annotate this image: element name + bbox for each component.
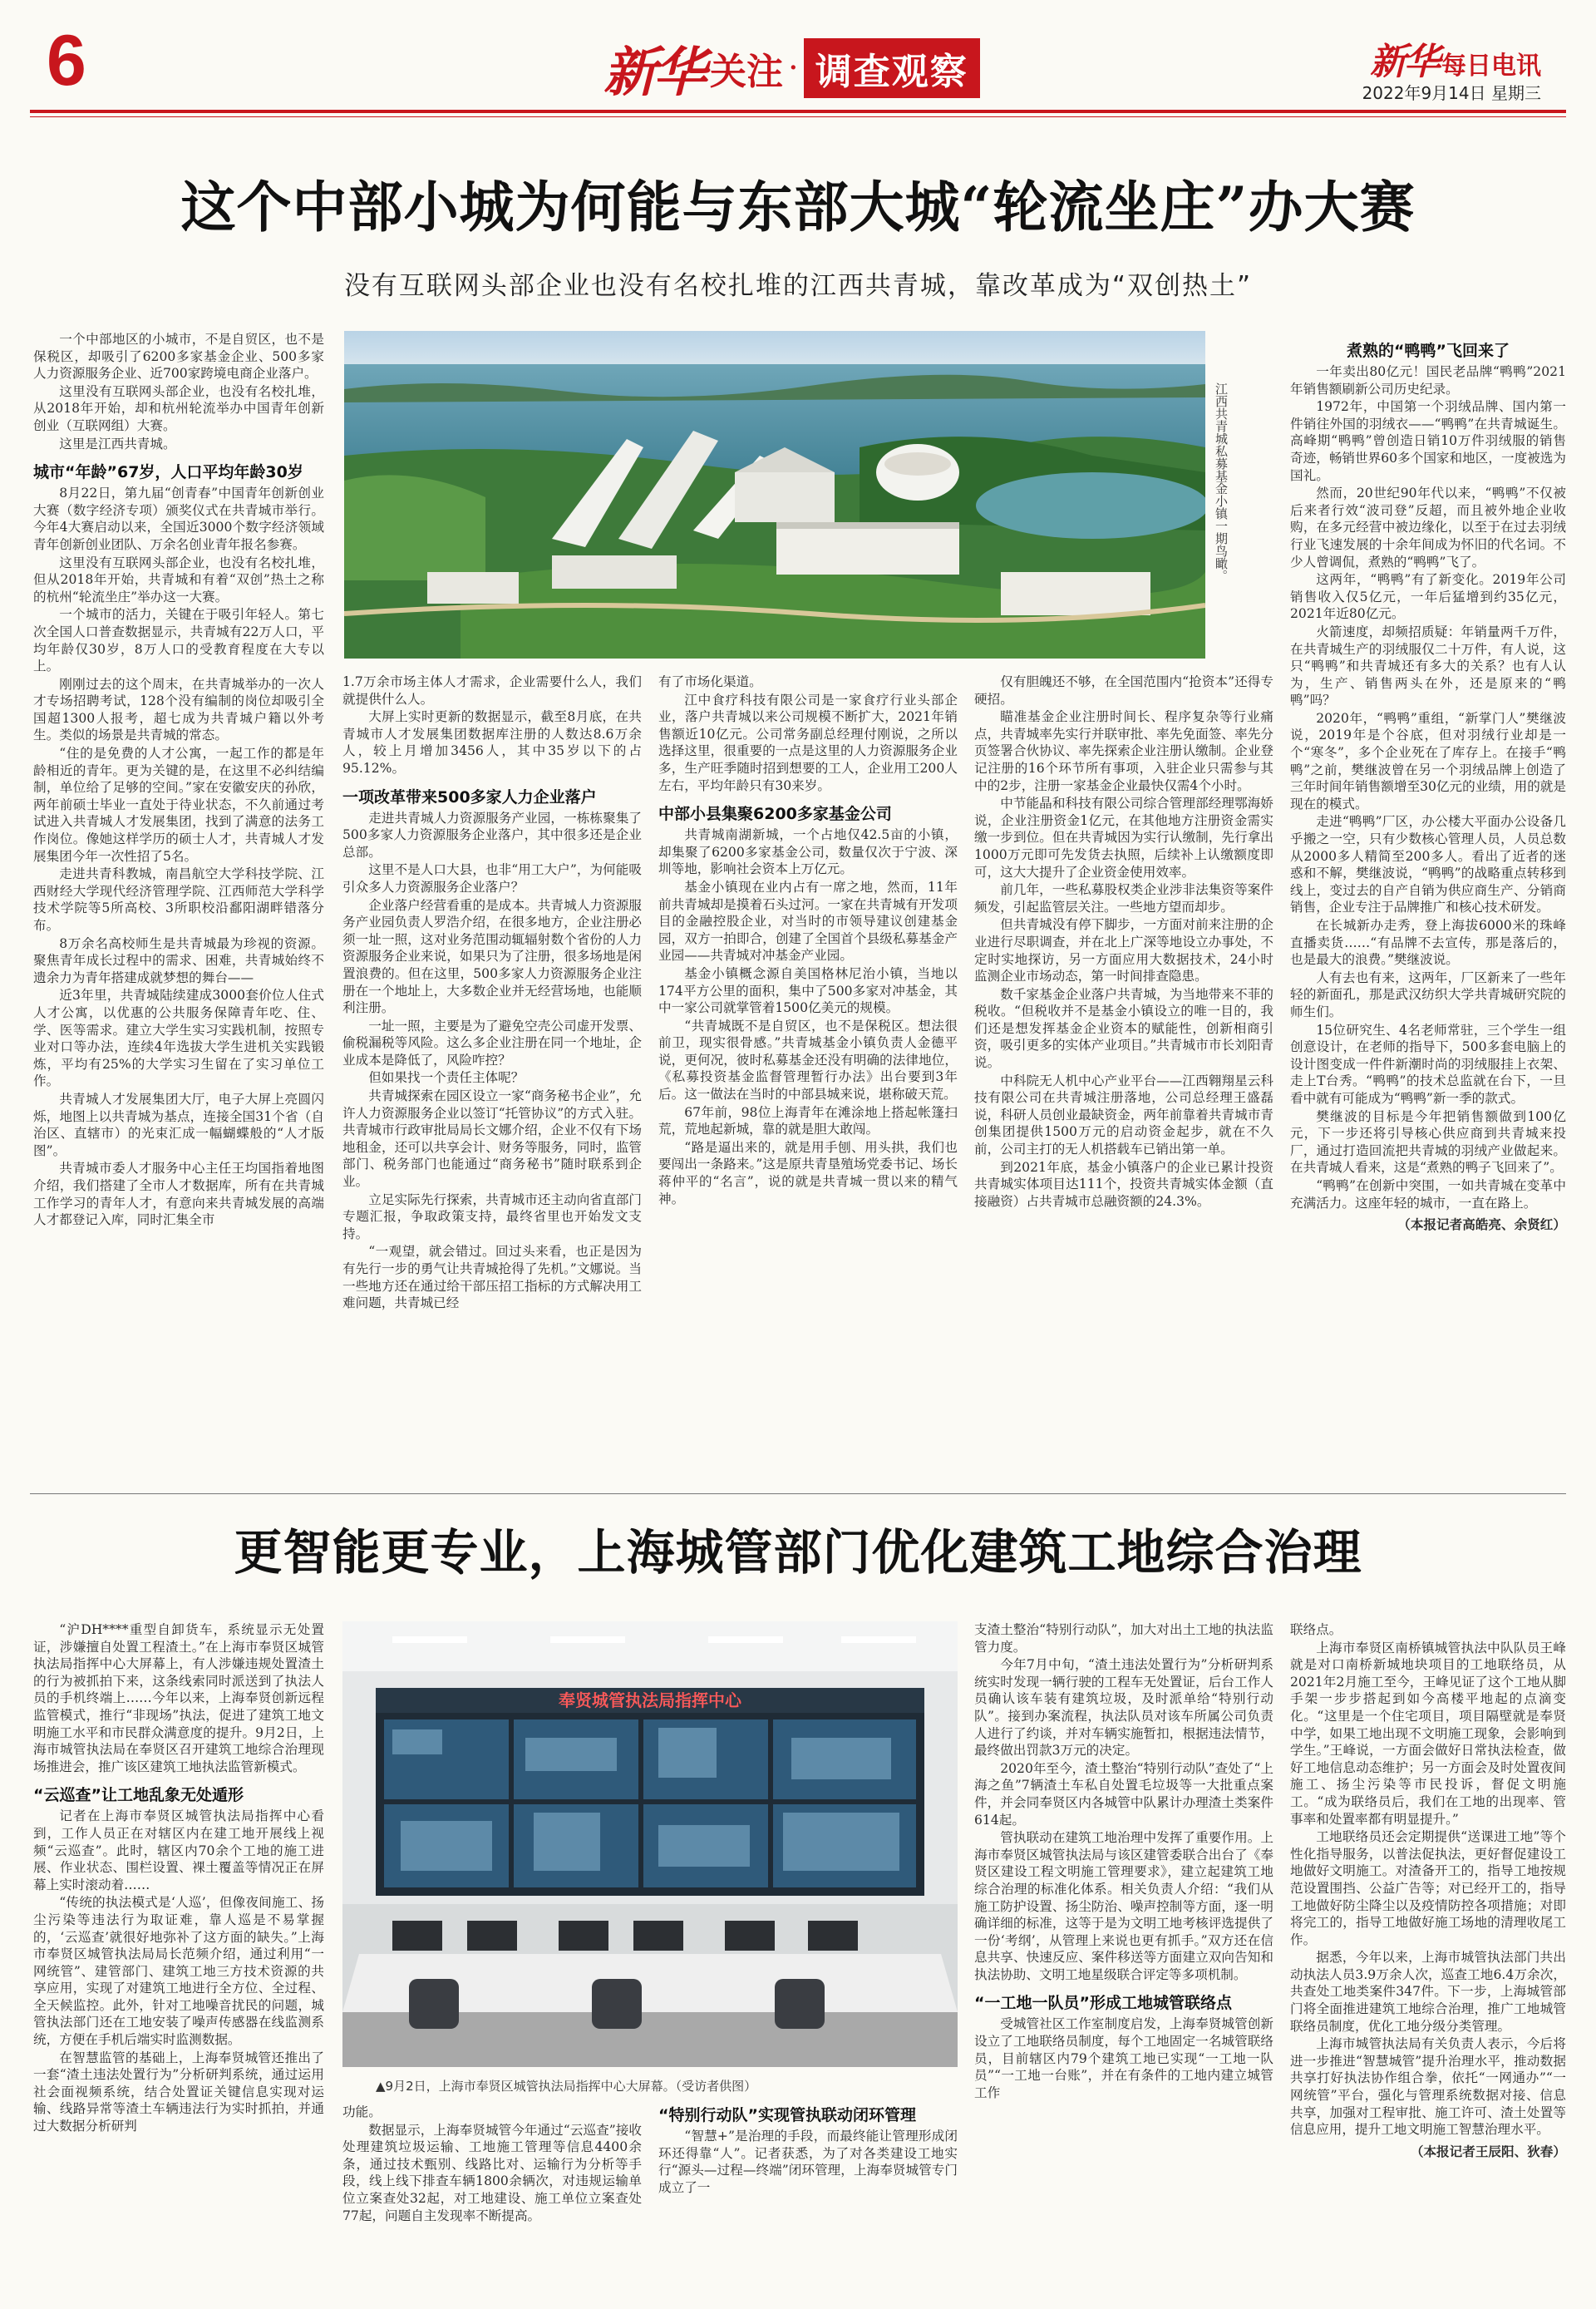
story1-col2 [342, 673, 642, 1488]
paragraph: 一址一照，主要是为了避免空壳公司虚开发票、偷税漏税等风险。这么多企业注册在同一个地址，企业成本是降低了，风险咋控？ [342, 1018, 642, 1068]
paragraph: 但如果找一个责任主体呢？ [368, 1070, 525, 1086]
paragraph: 上海市奉贤区南桥镇城管执法中队队员王峰就是对口南桥新城地块项目的工地联络员，从2021年2月施工至今，王峰见证了这个工地从脚手架一步步搭起到如今高楼平地起的点滴变化。“这里是一个住宅项目，项目隔壁就是奉贤中学，如果工地出现不文明施工现象，会影响到学生。”王峰说，一方面会做好日常执法检查，做好工地信息动态维护；另一方面会及时处置夜间施工、扬尘污染等市民投诉，督促文明施工。“成为联络员后，我们在工地的出现率、管事率和处置率都有明显提升。” [1290, 1640, 1566, 1827]
story1-col5 [1290, 331, 1566, 1488]
paragraph: 共青城市委人才服务中心主任王均国指着地图介绍，我们搭建了全市人才数据库，所有在共青城工作学习的青年人才，有意向来共青城发展的高端人才都登记入库，同时汇集全市 [33, 1161, 324, 1228]
paragraph: 受城管社区工作室制度启发，上海奉贤城管创新设立了工地联络员制度，每个工地固定一名城管联络员，目前辖区内79个建筑工地已实现“一工地一队员”“一工地一台账”，并在有条件的工地内建立城管工作 [974, 2016, 1273, 2100]
story2-subhead-task-force: “特别行动队”实现管执联动闭环管理 [658, 2106, 916, 2124]
paragraph: 2020年，“鸭鸭”重组，“新掌门人”樊继波说，2019年是个谷底，但对羽绒行业却是一个“寒冬”，多个企业死在了库存上。在接手“鸭鸭”之前，樊继波曾在另一个羽绒品牌上创造了三年时间年销售额增至30亿元的业绩，用的就是现在的模式。 [1290, 710, 1566, 812]
paragraph: 8万余名高校师生是共青城最为珍视的资源。聚焦青年成长过程中的需求、困难，共青城始终不遗余力为青年搭建成就梦想的舞台—— [33, 935, 324, 985]
paragraph: 刚刚过去的这个周末，在共青城举办的一次人才专场招聘考试，128个没有编制的岗位却吸引全国超1300人报考，超七成为共青城户籍以外考生。类似的场景是共青城的常态。 [33, 676, 324, 743]
paragraph: 火箭速度，却频招质疑：年销量两千万件，在共青城生产的羽绒服仅二十万件，有人说，这只“鸭鸭”和共青城还有多大的关系？也有人认为，生产、销售两头在外，还是原来的“鸭鸭”吗？ [1290, 624, 1566, 708]
paragraph: 一年卖出80亿元！国民老品牌“鸭鸭”2021年销售额刷新公司历史纪录。 [1290, 364, 1566, 397]
paragraph: 今年7月中旬，“渣土违法处置行为”分析研判系统实时发现一辆行驶的工程车无处置证，后台工作人员确认该车装有建筑垃圾，及时派单给“特别行动队”。接到办案流程，执法队员对该车所属公司负责人进行了约谈，并对车辆实施暂扣，根据违法情节，最终做出罚款3万元的决定。 [974, 1657, 1273, 1759]
column-name-box: 调查观察 [804, 38, 980, 98]
paragraph: 一个城市的活力，关键在于吸引年轻人。第七次全国人口普查数据显示，共青城有22万人口，平均年龄仅30岁，8万人口的受教育程度在大专以上。 [33, 607, 324, 674]
paragraph: 8月22日，第九届“创青春”中国青年创新创业大赛（数字经济专项）颁奖仪式在共青城市举行。今年4大赛启动以来，全国近3000个数字经济领域青年创新创业团队、万余名创业青年报名参赛。 [33, 486, 324, 552]
paragraph: 1.7万余市场主体人才需求，企业需要什么人，我们就提供什么人。 [342, 674, 642, 707]
paragraph: 樊继波的目标是今年把销售额做到100亿元，下一步还将引导核心供应商到共青城来投厂，通过打造回流把共青城的羽绒产业做起来。在共青城人看来，这是“煮熟的鸭子飞回来了”。 [1290, 1108, 1566, 1176]
paragraph: 到2021年底，基金小镇落户的企业已累计投资共青城实体项目达111个，投资共青城实体金额（直接融资）占共青城市总融资额的24.3%。 [974, 1159, 1273, 1209]
paragraph: 人有去也有来，这两年，厂区新来了一些年轻的新面孔，那是武汉纺织大学共青城研究院的师生们。 [1290, 969, 1566, 1019]
page-number: 6 [47, 21, 86, 101]
paragraph: 共青城南湖新城，一个占地仅42.5亩的小镇，却集聚了6200多家基金公司，数量仅次于宁波、深圳等地，影响社会资本上万亿元。 [658, 827, 958, 877]
paragraph: 仅有胆魄还不够，在全国范围内“抢资本”还得专硬招。 [974, 674, 1273, 707]
story2-col1 [33, 1621, 324, 2278]
paragraph: 这里不是人口大县，也非“用工大户”，为何能吸引众多人力资源服务企业落户？ [342, 862, 642, 895]
paragraph: 这里没有互联网头部企业，也没有名校扎堆，但从2018年开始，共青城和有着“双创”热土之称的杭州“轮流坐庄”举办这一大赛。 [33, 555, 324, 604]
paragraph: “沪DH****重型自卸货车，系统显示无处置证，涉嫌擅自处置工程渣土。”在上海市奉贤区城管执法局指挥中心大屏幕上，有人涉嫌违规处置渣土的行为被抓拍下来，这条线索同时派送到了执法人员的手机终端上……今年以来，上海奉贤创新远程监管模式，推行“非现场”执法，促进了建筑工地文明施工水平和市民群众满意度的提升。9月2日，上海市城管执法局在奉贤区召开建筑工地综合治理现场推进会，推广该区建筑工地执法监管新模式。 [33, 1622, 324, 1774]
column-brand [603, 30, 980, 106]
paragraph: 上海市城管执法局有关负责人表示，今后将进一步推进“智慧城管”提升治理水平，推动数据共享打好执法协作组合拳，依托“一网通办”“一网统管”平台，强化与管理系统数据对接、信息共享，加强对工程审批、施工许可、渣土处置等信息应用，提升工地文明施工智慧治理水平。 [1290, 2036, 1566, 2138]
story2-col3 [658, 2104, 958, 2278]
issue-date: 2022年9月14日 星期三 [1362, 83, 1541, 103]
story2-photo [342, 1621, 958, 2067]
paragraph: 企业落户经营看重的是成本。共青城人力资源服务产业园负责人罗浩介绍，在很多地方，企业注册必须一址一照，这对业务范围动辄辐射数个省份的人力资源服务企业来说，如果只为了注册，很多场地是闲置浪费的。但在这里，500多家人力资源服务企业注册在一个地址上，大多数企业并无经营场地，也能顺利注册。 [342, 897, 642, 1016]
screen-title: 奉贤城管执法局指挥中心 [559, 1690, 741, 1710]
paragraph: 这里是江西共青城。 [59, 436, 176, 451]
story1-col3 [658, 673, 958, 1488]
paragraph: 1972年，中国第一个羽绒品牌、国内第一件销往外国的羽绒衣——“鸭鸭”在共青城诞生。高峰期“鸭鸭”曾创造日销10万件羽绒服的销售奇迹，畅销世界60多个国家和地区，一度被选为国礼。 [1290, 399, 1566, 483]
story2-photo-caption: ▲9月2日，上海市奉贤区城管执法局指挥中心大屏幕。（受访者供图） [376, 2079, 757, 2094]
story1-subheadline: 没有互联网头部企业也没有名校扎堆的江西共青城，靠改革成为“双创热土” [343, 271, 1253, 301]
paragraph: 基金小镇现在业内占有一席之地，然而，11年前共青城却是摸着石头过河。一家在共青城有开发项目的金融控股企业，对当时的市领导建议创建基金园，双方一拍即合，创建了全国首个县级私募基金产业园——共青城对冲基金产业园。 [658, 879, 958, 964]
paragraph: 在长城新办走秀，登上海拔6000米的珠峰直播卖货……“有品牌不去宣传，那是落后的，也是最大的浪费。”樊继波说。 [1290, 918, 1566, 968]
paragraph: 这里没有互联网头部企业，也没有名校扎堆，从2018年开始，却和杭州轮流举办中国青年创新创业（互联网组）大赛。 [33, 383, 324, 433]
paragraph: 走进“鸭鸭”厂区，办公楼大平面办公设备几乎搬之一空，只有少数核心管理人员，人员总数从2000多人精简至200多人。看出了近者的迷惑和不解，樊继波说，“鸭鸭”的战略重点转移到线上，变过去的自产自销为供应商生产、分销商销售，企业专注于品牌推广和核心技术研发。 [1290, 814, 1566, 915]
paragraph: 但共青城没有停下脚步，一方面对前来注册的企业进行尽职调查，并在北上广深等地设立办事处，不定时实地探访，另一方面应用大数据技术，24小时监测企业市场动态，第一时间排查隐患。 [974, 917, 1273, 984]
brand-logo-script: 新华 [603, 42, 703, 104]
story1-col4 [974, 673, 1273, 1488]
paragraph: “住的是免费的人才公寓，一起工作的都是年龄相近的青年。更为关键的是，在这里不必纠结编制，单位给了足够的空间。”家在安徽安庆的孙欣，两年前硕士毕业一直处于待业状态，不久前通过考试进入共青城人才发展集团，找到了满意的法务工作岗位。像她这样学历的硕士人才，共青城人才发展集团今年一次性招了5名。 [33, 746, 324, 864]
brand-dot: · [788, 49, 799, 87]
paragraph: “共青城既不是自贸区，也不是保税区。想法很前卫，现实很骨感。”共青城基金小镇负责人金德平说，更何况，彼时私募基金还没有明确的法律地位，《私募投资基金监督管理暂行办法》出台要到3年后。这一做法在当时的中部县城来说，堪称破天荒。 [658, 1018, 958, 1103]
paragraph: “路是逼出来的，就是用手刨、用头拱，我们也要闯出一条路来。”这是原共青垦殖场党委书记、场长蒋仲平的“名言”，说的就是共青城一贯以来的精气神。 [658, 1139, 958, 1206]
story2-col4 [974, 1621, 1273, 2278]
paragraph: 然而，20世纪90年代以来，“鸭鸭”不仅被后来者行效“波司登”反超，而且被外地企业收购，在多元经营中被边缘化，以至于在过去羽绒行业飞速发展的十余年间成为怀旧的代名词。不少人曾调侃，煮熟的“鸭鸭”飞了。 [1290, 486, 1566, 570]
paragraph: 支渣土整治“特别行动队”，加大对出土工地的执法监管力度。 [974, 1622, 1273, 1655]
paragraph: “传统的执法模式是‘人巡’，但像夜间施工、扬尘污染等违法行为取证难，靠人巡是不易掌握的，‘云巡查’就很好地弥补了这方面的缺失。”上海市奉贤区城管执法局局长范频介绍，通过利用“一网统管”、建管部门、建筑工地三方技术资源的共享应用，实现了对建筑工地进行全方位、全过程、全天候监控。此外，针对工地噪音扰民的问题，城管执法部门还在工地安装了噪声传感器在线监测系统，方便在手机后端实时监测数据。 [33, 1895, 324, 2048]
paragraph: 共青城探索在园区设立一家“商务秘书企业”，允许人力资源服务企业以签订“托管协议”的方式入驻。共青城市行政审批局局长文娜介绍，企业不仅有下场地租金，还可以共享会计、财务等服务，同时，监管部门、税务部门也能通过“商务秘书”随时联系到企业。 [342, 1088, 642, 1190]
story1-photo-caption: 江西共青城私募基金小镇一期鸟瞰。 [1214, 382, 1229, 582]
paragraph: 有了市场化渠道。 [658, 674, 762, 689]
story1-subhead-fund: 中部小县集聚6200多家基金公司 [658, 805, 892, 824]
story2-byline: （本报记者王辰阳、狄春） [1410, 2143, 1566, 2159]
paragraph: 中科院无人机中心产业平台——江西翱翔星云科技有限公司在共青城注册落地，公司总经理王盛磊说，科研人员创业最缺资金，两年前靠着共青城市青创集团提供1500万元的启动资金起步，就在不久前，公司主打的无人机搭载车已销出第一单。 [974, 1073, 1273, 1157]
paragraph: 据悉，今年以来，上海市城管执法部门共出动执法人员3.9万余人次，巡查工地6.4万余次，共查处工地类案件347件。下一步，上海城管部门将全面推进建筑工地综合治理，推广工地城管联络员制度，优化工地分级分类管理。 [1290, 1950, 1566, 2034]
paragraph: 数据显示，上海奉贤城管今年通过“云巡查”接收处理建筑垃圾运输、工地施工管理等信息4400余条，通过技术甄别、线路比对、运输行为分析等手段，线上线下排查车辆1800余辆次，对违规运输单位立案查处32起，对工地建设、施工单位立案查处77起，问题自主发现率不断提高。 [342, 2122, 642, 2223]
paragraph: 走进共青城人力资源服务产业园，一栋栋聚集了500多家人力资源服务企业落户，其中很多还是企业总部。 [342, 810, 642, 860]
paragraph: 一个中部地区的小城市，不是自贸区，也不是保税区，却吸引了6200多家基金企业、500多家人力资源服务企业、近700家跨境电商企业落户。 [33, 332, 324, 382]
paragraph: 记者在上海市奉贤区城管执法局指挥中心看到，工作人员正在对辖区内在建工地开展线上视频“云巡查”。此时，辖区内70余个工地的施工进展、作业状态、围栏设置、裸土覆盖等情况正在屏幕上实时滚动着…… [33, 1808, 324, 1892]
masthead-rule [30, 110, 1566, 113]
paragraph: “一观望，就会错过。回过头来看，也正是因为有先行一步的勇气让共青城抢得了先机。”文娜说。当一些地方还在通过给干部压招工指标的方式解决用工难问题，共青城已经 [342, 1244, 642, 1311]
paragraph: 近3年里，共青城陆续建成3000套价位人住式人才公寓，以优惠的公共服务保障青年吃、住、学、医等需求。建立大学生实习实践机制，按照专业对口等办法，连续4年选拔大学生进机关实践锻炼，平均有25%的大学实习生留在了实习单位工作。 [33, 988, 324, 1089]
paragraph: 15位研究生、4名老师常驻，三个学生一组创意设计，在老师的指导下，500多套电脑上的设计图变成一件件新潮时尚的羽绒服挂上衣架、走上T台秀。“鸭鸭”的技术总监就在台下，一旦看中就有可能成为“鸭鸭”新一季的款式。 [1290, 1022, 1566, 1106]
paragraph: 立足实际先行探索，共青城市还主动向省直部门专题汇报，争取政策支持，最终省里也开始发文支持。 [342, 1192, 642, 1241]
paragraph: 2020年至今，渣土整治“特别行动队”查处了“上海之鱼”7辆渣土车私自处置毛垃圾等一大批重点案件，并会同奉贤区内各城管中队累计办理渣土类案件614起。 [974, 1760, 1273, 1828]
paragraph: 功能。 [342, 2104, 382, 2119]
story-divider [30, 1493, 1566, 1494]
aerial-town-illustration [344, 331, 1205, 659]
paragraph: 前几年，一些私募股权类企业涉非法集资等案件频发，引起监管层关注。一些地方望而却步。 [974, 882, 1273, 915]
story1-headline: 这个中部小城为何能与东部大城“轮流坐庄”办大赛 [180, 175, 1416, 239]
brand-word: 关注 [710, 51, 783, 93]
story2-subhead-liaison: “一工地一队员”形成工地城管联络点 [974, 1994, 1232, 2013]
story2-col2 [342, 2104, 642, 2278]
paragraph: 工地联络员还会定期提供“送课进工地”等个性化指导服务，以普法促执法，更好督促建设工地做好文明施工。对渣备开工的，指导工地按规范设置围挡、公益广告等；对已经开工的，指导工地做好防尘降尘以及疫情防控各项措施；对即将完工的，指导工地做好施工场地的清理收尾工作。 [1290, 1829, 1566, 1947]
story1-subhead-age: 城市“年龄”67岁，人口平均年龄30岁 [33, 463, 303, 482]
story2-subhead-cloud: “云巡查”让工地乱象无处遁形 [33, 1786, 244, 1805]
story1-photo [344, 331, 1205, 659]
paragraph: 江中食疗科技有限公司是一家食疗行业头部企业，落户共青城以来公司规模不断扩大，2021年销售额近10亿元。公司常务副总经理付刚说，之所以选择这里，很重要的一点是这里的人力资源服务企业多，生产旺季随时招到想要的工人，企业用工200人左右，平均年龄只有30来岁。 [658, 692, 958, 793]
story1-subhead-duck: 煮熟的“鸭鸭”飞回来了 [1347, 342, 1510, 360]
story1-byline: （本报记者高皓亮、余贤红） [1397, 1216, 1566, 1233]
paragraph: 67年前，98位上海青年在滩涂地上搭起帐篷扫荒，荒地起新城，靠的就是胆大敢闯。 [658, 1104, 958, 1137]
paragraph: 走进共青科教城，南昌航空大学科技学院、江西财经大学现代经济管理学院、江西师范大学科学技术学院等5所高校、3所职校沿鄱阳湖畔错落分布。 [33, 866, 324, 933]
paragraph: 管执联动在建筑工地治理中发挥了重要作用。上海市奉贤区城管执法局与该区建管委联合出台了《奉贤区建设工程文明施工管理要求》，建立起建筑工地综合治理的标准化体系。相关负责人介绍：“我们从施工防护设置、扬尘防治、噪声控制等方面，逐一明确详细的标准，这等于是为文明工地考核评选提供了一份‘考纲’，从管理上来说也更有抓手。”双方还在信息共享、快速反应、案件移送等方面建立双向告知和执法协助、文明工地星级联合评定等多项机制。 [974, 1830, 1273, 1982]
paragraph: 瞄准基金企业注册时间长、程序复杂等行业痛点，共青城率先实行并联审批、率先免面签、率先分页签署合伙协议、率先探索企业注册认缴制。企业登记注册的16个环节所有事项，入驻企业只需参与其中的2步，注册一家基金企业最快仅需4个小时。 [974, 709, 1273, 793]
paper-name [1370, 32, 1541, 85]
paper-logo-script: 新华 [1370, 41, 1438, 83]
paragraph: 共青城人才发展集团大厅，电子大屏上亮圆闪烁，地图上以共青城为基点，连接全国31个省（自治区、直辖市）的光束汇成一幅蝴蝶般的“人才版图”。 [33, 1091, 324, 1158]
paragraph: 基金小镇概念源自美国格林尼治小镇，当地以174平方公里的面积，集中了500多家对冲基金，其中一家公司就掌管着1500亿美元的规模。 [658, 965, 958, 1016]
story2-col5 [1290, 1621, 1566, 2287]
paragraph: 数千家基金企业落户共青城，为当地带来不菲的税收。“但税收并不是基金小镇设立的唯一目的，我们还是想发挥基金企业资本的赋能性，创新相商引资，吸引更多的实体产业项目。”共青城市市长刘阳青说。 [974, 986, 1273, 1071]
paper-word: 每日电讯 [1441, 52, 1541, 81]
paragraph: “智慧+”是治理的手段，而最终能让管理形成闭环还得靠“人”。记者获悉，为了对各类建设工地实行“源头—过程—终端”闭环管理，上海奉贤城管专门成立了一 [658, 2129, 958, 2195]
paragraph: 中节能晶和科技有限公司综合管理部经理鄂海娇说，企业注册资金1亿元，在其他地方注册资金需实缴一步到位。但在共青城因为实行认缴制，先行拿出1000万元即可先发货去执照，后续补上认缴额度即可，这大大提升了企业资金使用效率。 [974, 796, 1273, 880]
paragraph: 联络点。 [1290, 1622, 1342, 1637]
paragraph: 大屏上实时更新的数据显示，截至8月底，在共青城市人才发展集团数据库注册的人数达8.6万余人，较上月增加3456人，其中35岁以下的占95.12%。 [342, 709, 642, 776]
masthead [30, 23, 1566, 110]
story1-col1 [33, 331, 324, 1487]
masthead-rule-thin [30, 116, 1566, 117]
story1-subhead-hr: 一项改革带来500多家人力企业落户 [342, 787, 597, 807]
paragraph: 这两年，“鸭鸭”有了新变化。2019年公司销售收入仅5亿元，一年后猛增到约35亿元，2021年近80亿元。 [1290, 572, 1566, 622]
paragraph: 在智慧监管的基础上，上海奉贤城管还推出了一套“渣土违法处置行为”分析研判系统，通过运用社会面视频系统，结合处置证关键信息实现对运输、线路异常等渣土车辆违法行为实时抓拍，并通过大数据分析研判 [33, 2050, 324, 2134]
paragraph: “鸭鸭”在创新中突围，一如共青城在变革中充满活力。这座年轻的城市，一直在路上。 [1290, 1177, 1566, 1211]
story2-headline: 更智能更专业，上海城管部门优化建筑工地综合治理 [234, 1524, 1362, 1581]
